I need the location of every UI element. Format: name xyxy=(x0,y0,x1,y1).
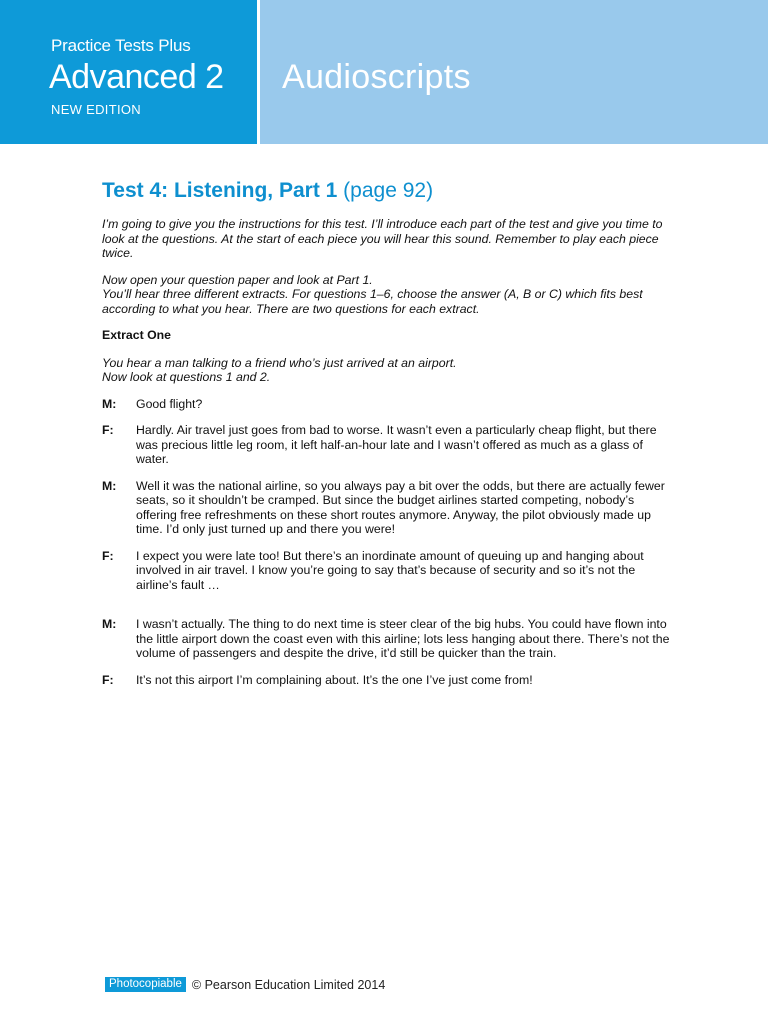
heading-page-ref: (page 92) xyxy=(343,179,434,202)
edition-label: NEW EDITION xyxy=(51,102,141,117)
header-banner xyxy=(0,0,768,144)
instructions-line-1: Now open your question paper and look at Part 1. xyxy=(102,272,373,287)
extract-context-line-1: You hear a man talking to a friend who’s just arrived at an airport. xyxy=(102,355,457,370)
dialogue-line xyxy=(102,673,674,688)
copyright-notice: © Pearson Education Limited 2014 xyxy=(191,977,386,992)
instructions-line-2: You’ll hear three different extracts. For questions 1–6, choose the answer (A, B or C) which fits best according to what you hear. There are two questions for each extract. xyxy=(102,287,643,316)
dialogue-line xyxy=(102,617,674,661)
speaker-label: F: xyxy=(102,672,114,687)
heading-title: Test 4: Listening, Part 1 xyxy=(102,179,338,202)
speaker-label: F: xyxy=(102,423,114,437)
intro-paragraph: I’m going to give you the instructions for this test. I’ll introduce each part of the test and give you time to look at the questions. At the start of each piece you will hear this sound. Remember to play each piece twice. xyxy=(102,217,663,260)
dialogue-line xyxy=(102,397,674,412)
dialogue-line xyxy=(102,549,674,593)
speaker-label: M: xyxy=(102,617,117,631)
dialogue-line xyxy=(102,423,674,467)
book-title-panel xyxy=(0,0,257,144)
dialogue-text: It’s not this airport I’m complaining about. It’s the one I’ve just come from! xyxy=(136,672,533,687)
dialogue-text: I expect you were late too! But there’s an inordinate amount of queuing up and hanging about involved in air travel. I know you’re going to say that’s because of security and so it’s not the airline’s fault … xyxy=(136,548,644,592)
extract-context-line-2: Now look at questions 1 and 2. xyxy=(102,370,271,384)
dialogue-text: Good flight? xyxy=(136,396,203,411)
extract-title: Extract One xyxy=(102,328,172,342)
instructions-paragraph xyxy=(102,273,674,317)
product-name: Advanced 2 xyxy=(49,58,224,96)
page-footer xyxy=(105,977,385,992)
speaker-label: F: xyxy=(102,548,114,563)
dialogue-line xyxy=(102,479,674,537)
dialogue-text: Well it was the national airline, so you always pay a bit over the odds, but there are actually fewer seats, so it shouldn’t be cramped. But since the budget airlines started competing, nobody’s offering free refreshments on these short routes anymore. Anyway, the pilot obviously made up time. I’d only just turned up and there you were! xyxy=(136,478,665,536)
series-name: Practice Tests Plus xyxy=(51,36,191,55)
speaker-label: M: xyxy=(102,396,117,411)
document-body xyxy=(102,176,674,699)
dialogue-text: Hardly. Air travel just goes from bad to worse. It wasn’t even a particularly cheap flight, but there was precious little leg room, it left half-an-hour late and I wasn’t offered as much as a glass of water. xyxy=(136,423,657,466)
section-title-panel xyxy=(260,0,768,144)
speaker-label: M: xyxy=(102,478,117,493)
section-title: Audioscripts xyxy=(282,58,471,96)
photocopiable-badge: Photocopiable xyxy=(105,977,186,992)
dialogue-text: I wasn’t actually. The thing to do next time is steer clear of the big hubs. You could have flown into the little airport down the coast even with this airline; lots less hanging about there. There’s not the volume of passengers and despite the drive, it’d still be quicker than the train. xyxy=(136,617,670,660)
extract-context xyxy=(102,356,674,385)
page-heading xyxy=(102,176,674,206)
